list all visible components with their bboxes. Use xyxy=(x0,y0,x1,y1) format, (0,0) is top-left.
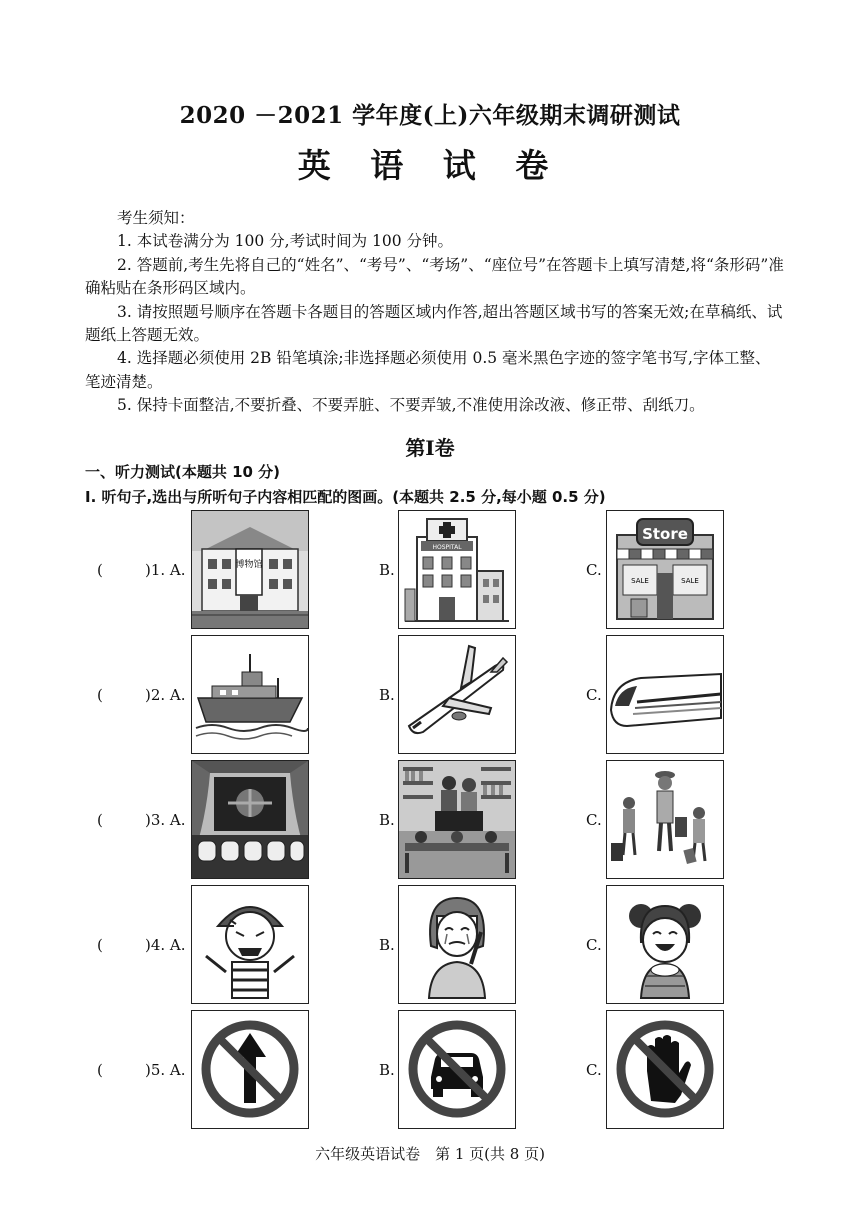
option-label-b: B. xyxy=(379,686,395,704)
option-label-b: B. xyxy=(379,561,395,579)
notice-item: 2. 答题前,考生先将自己的“姓名”、“考号”、“考场”、“座位号”在答题卡上填写清楚,将“条形码”准确粘贴在条形码区域内。 xyxy=(85,255,784,298)
no-cars-sign[interactable] xyxy=(398,1010,516,1129)
happy-girl-image[interactable] xyxy=(606,885,724,1004)
hospital-image[interactable] xyxy=(398,510,516,629)
no-straight-sign[interactable] xyxy=(191,1010,309,1129)
angry-girl-image[interactable] xyxy=(191,885,309,1004)
notice-item: 1. 本试卷满分为 100 分,考试时间为 100 分钟。 xyxy=(117,232,454,251)
store-image[interactable] xyxy=(606,510,724,629)
svg-text:Store: Store xyxy=(642,525,688,543)
exam-title: 2020 －2021 学年度(上)六年级期末调研测试 xyxy=(179,102,681,129)
option-label-b: B. xyxy=(379,811,395,829)
exam-subtitle: 英 语 试 卷 xyxy=(297,146,563,185)
volume-title: 第Ⅰ卷 xyxy=(405,436,455,460)
svg-text:SALE: SALE xyxy=(631,577,649,585)
museum-image[interactable] xyxy=(191,510,309,629)
notice-block xyxy=(85,207,785,418)
cinema-image[interactable] xyxy=(191,760,309,879)
plane-image[interactable] xyxy=(398,635,516,754)
notice-item: 3. 请按照题号顺序在答题卡各题目的答题区域内作答,超出答题区域书写的答案无效;在草稿纸、试题纸上答题无效。 xyxy=(85,302,783,345)
svg-text:博物馆: 博物馆 xyxy=(235,560,263,570)
question-row-1: ( )1. A. 博物馆 B. HOSPITAL C. Store SALE SALE xyxy=(0,510,860,630)
crying-girl-image[interactable] xyxy=(398,885,516,1004)
option-label-c: C. xyxy=(586,1061,602,1079)
question-row-2: ( )2. A. B. C. xyxy=(0,635,860,755)
option-label-c: C. xyxy=(586,561,602,579)
option-label-b: B. xyxy=(379,1061,395,1079)
question-row-5: ( )5. A. B. C. xyxy=(0,1010,860,1130)
option-label-c: C. xyxy=(586,936,602,954)
svg-text:HOSPITAL: HOSPITAL xyxy=(432,544,462,551)
no-stopping-sign[interactable] xyxy=(606,1010,724,1129)
option-label-c: C. xyxy=(586,811,602,829)
section-title: 一、听力测试(本题共 10 分) xyxy=(85,463,281,481)
train-image[interactable] xyxy=(606,635,724,754)
notice-heading: 考生须知： xyxy=(117,209,195,227)
ship-image[interactable] xyxy=(191,635,309,754)
question-row-4: ( )4. A. B. C. xyxy=(0,885,860,1005)
svg-text:SALE: SALE xyxy=(681,577,699,585)
notice-item: 4. 选择题必须使用 2B 铅笔填涂;非选择题必须使用 0.5 毫米黑色字迹的签字笔书写,字体工整、笔迹清楚。 xyxy=(85,349,771,391)
page-footer: 六年级英语试卷 第 1 页(共 8 页) xyxy=(315,1145,545,1163)
notice-item: 5. 保持卡面整洁,不要折叠、不要弄脏、不要弄皱,不准使用涂改液、修正带、刮纸刀。 xyxy=(117,396,705,415)
travelers-image[interactable] xyxy=(606,760,724,879)
library-image[interactable] xyxy=(398,760,516,879)
question-row-3: ( )3. A. B. C. xyxy=(0,760,860,880)
part-title: I. 听句子,选出与所听句子内容相匹配的图画。(本题共 2.5 分,每小题 0.5 分) xyxy=(85,488,606,506)
option-label-c: C. xyxy=(586,686,602,704)
option-label-b: B. xyxy=(379,936,395,954)
